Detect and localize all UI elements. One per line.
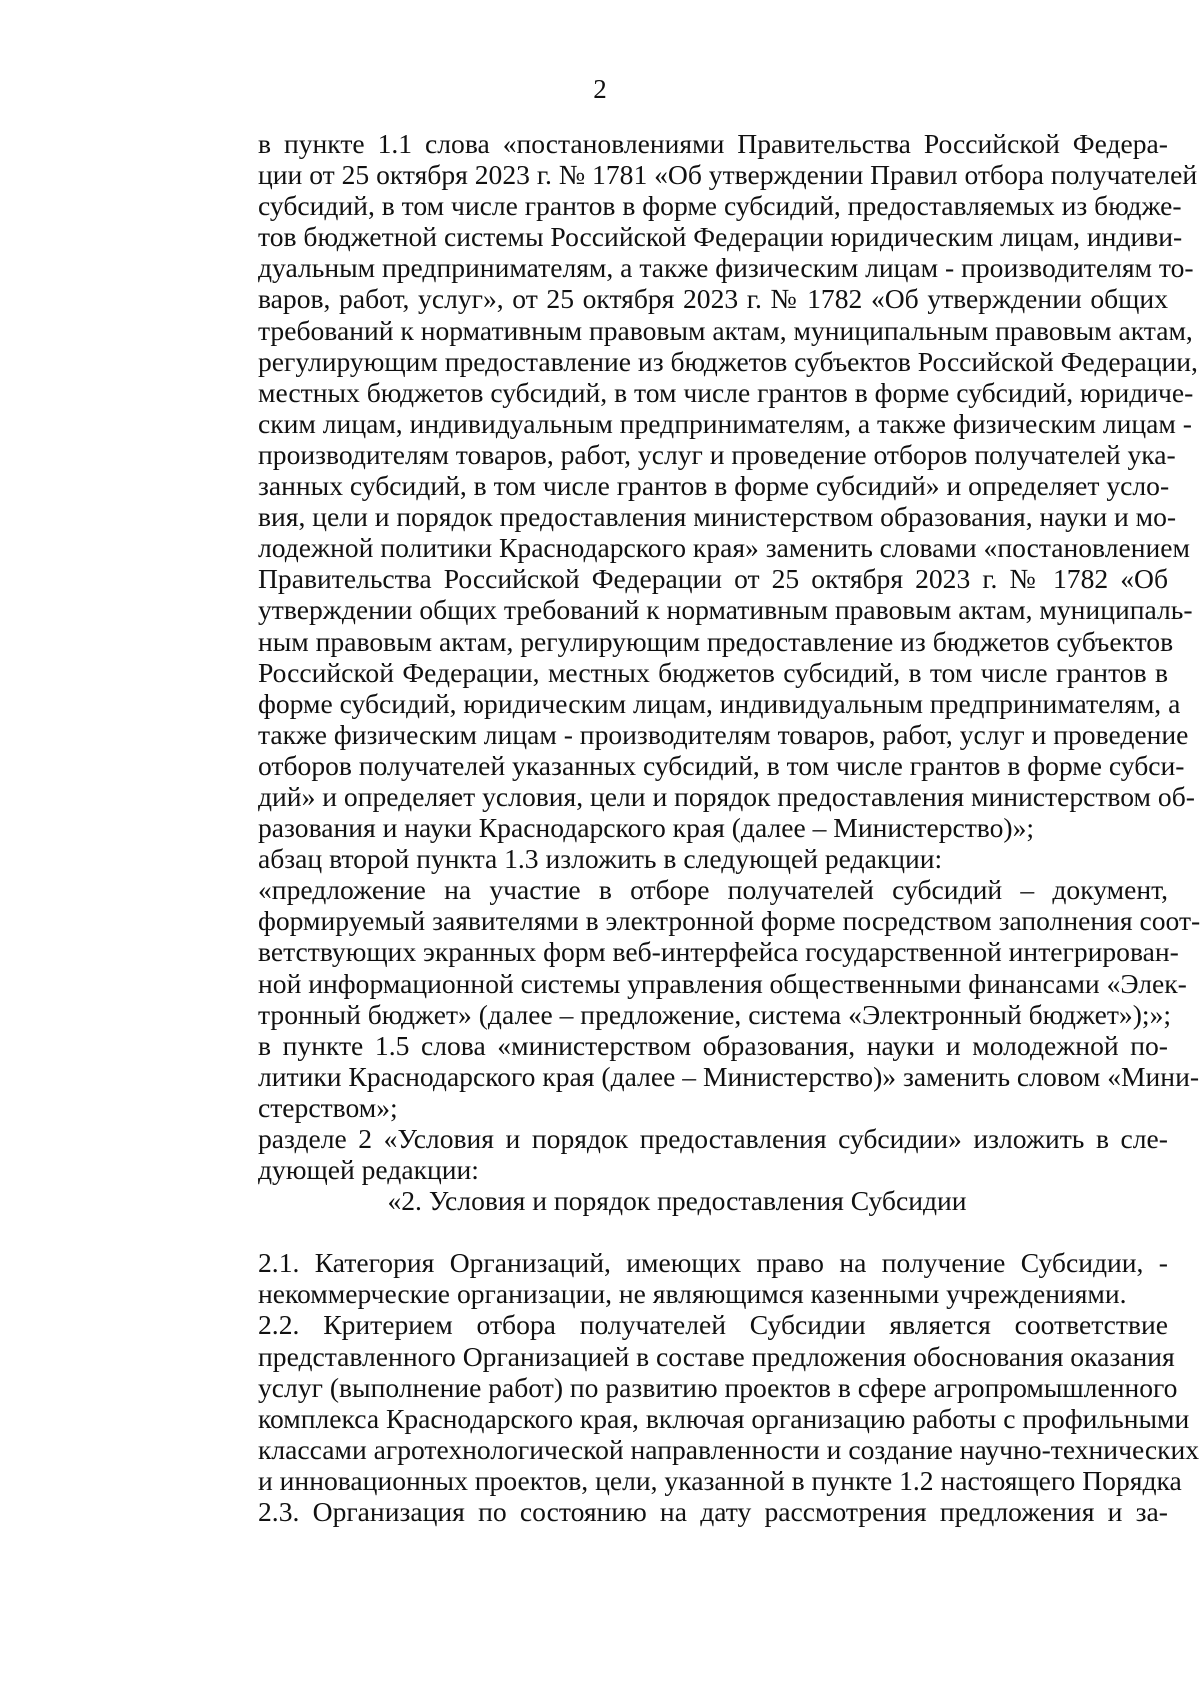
text-line: тронный бюджет» (далее – предложение, система «Электронный бюджет»);»; [258, 998, 1172, 1030]
text-line: классами агротехнологической направленности и создание научно-технических [258, 1433, 1200, 1465]
paragraph-amend-1-5 [186, 1029, 1200, 1123]
section-heading [186, 1185, 1168, 1216]
text-line: 2.2. Критерием отбора получателей Субсидии является соответствие [258, 1309, 1168, 1341]
text-line: разделе 2 «Условия и порядок предоставления субсидии» изложить в сле- [258, 1123, 1168, 1154]
text-line: стерством»; [258, 1091, 398, 1123]
text-line: ветствующих экранных форм веб-интерфейса государственной интегрирован- [258, 936, 1179, 968]
text-line: в пункте 1.5 слова «министерством образования, науки и молодежной по- [258, 1029, 1168, 1061]
text-line: ной информационной системы управления общественными финансами «Элек- [258, 967, 1187, 999]
paragraph-proposal-definition [186, 874, 1200, 1030]
text-line: представленного Организацией в составе предложения обоснования оказания [258, 1340, 1175, 1372]
text-line: разования и науки Краснодарского края (далее – Министерство)»; [258, 812, 1035, 844]
text-line: тов бюджетной системы Российской Федерации юридическим лицам, индиви- [258, 221, 1183, 253]
text-line: Российской Федерации, местных бюджетов субсидий, в том числе грантов в [258, 656, 1168, 688]
text-line: лодежной политики Краснодарского края» заменить словами «постановлением [258, 532, 1190, 564]
text-line: абзац второй пункта 1.3 изложить в следующей редакции: [258, 843, 943, 875]
text-line: и инновационных проектов, цели, указанной в пункте 1.2 настоящего Порядка [258, 1464, 1182, 1496]
paragraph-amend-1-3 [186, 843, 1168, 874]
paragraph-2-2 [186, 1309, 1200, 1496]
text-line: ным правовым актам, регулирующим предоставление из бюджетов субъектов [258, 625, 1174, 657]
text-line: литики Краснодарского края (далее – Министерство)» заменить словом «Мини- [258, 1060, 1200, 1092]
text-line: формируемый заявителями в электронной форме посредством заполнения соот- [258, 905, 1200, 937]
page-number: 2 [593, 74, 607, 104]
document-body [186, 128, 1200, 1528]
text-line: регулирующим предоставление из бюджетов субъектов Российской Федерации, [258, 345, 1198, 377]
paragraph-2-1 [186, 1247, 1168, 1309]
text-line: субсидий, в том числе грантов в форме субсидий, предоставляемых из бюдже- [258, 190, 1182, 222]
paragraph-2-3 [186, 1496, 1168, 1527]
section-heading-text: «2. Условия и порядок предоставления Субсидии [387, 1185, 967, 1217]
text-line: ции от 25 октября 2023 г. № 1781 «Об утверждении Правил отбора получателей [258, 159, 1198, 191]
text-line: вия, цели и порядок предоставления министерством образования, науки и мо- [258, 501, 1177, 533]
text-line: варов, работ, услуг», от 25 октября 2023 г. № 1782 «Об утверждении общих [258, 283, 1168, 315]
text-line: форме субсидий, юридическим лицам, индивидуальным предпринимателям, а [258, 687, 1181, 719]
text-line: Правительства Российской Федерации от 25 октября 2023 г. № 1782 «Об [258, 563, 1168, 595]
text-line: занных субсидий, в том числе грантов в форме субсидий» и определяет усло- [258, 470, 1170, 502]
paragraph-amend-section-2 [186, 1123, 1168, 1185]
text-line: утверждении общих требований к нормативным правовым актам, муниципаль- [258, 594, 1193, 626]
text-line: требований к нормативным правовым актам, муниципальным правовым актам, [258, 314, 1193, 346]
text-line: 2.1. Категория Организаций, имеющих право на получение Субсидии, - [258, 1247, 1168, 1279]
text-line: 2.3. Организация по состоянию на дату рассмотрения предложения и за- [258, 1496, 1168, 1528]
paragraph-amend-1-1 [186, 128, 1198, 844]
text-line: «предложение на участие в отборе получателей субсидий – документ, [258, 874, 1168, 906]
text-line: производителям товаров, работ, услуг и проведение отборов получателей ука- [258, 438, 1176, 470]
text-line: местных бюджетов субсидий, в том числе грантов в форме субсидий, юридиче- [258, 376, 1194, 408]
text-line: в пункте 1.1 слова «постановлениями Правительства Российской Федера- [258, 128, 1168, 159]
text-line: также физическим лицам - производителям товаров, работ, услуг и проведение [258, 718, 1189, 750]
text-line: дуальным предпринимателям, а также физическим лицам - производителям то- [258, 252, 1194, 284]
text-line: услуг (выполнение работ) по развитию проектов в сфере агропромышленного [258, 1371, 1178, 1403]
text-line: ским лицам, индивидуальным предпринимателям, а также физическим лицам - [258, 407, 1192, 439]
text-line: отборов получателей указанных субсидий, в том числе грантов в форме субси- [258, 749, 1185, 781]
text-line: некоммерческие организации, не являющимся казенными учреждениями. [258, 1278, 1127, 1310]
text-line: дующей редакции: [258, 1154, 479, 1186]
text-line: комплекса Краснодарского края, включая организацию работы с профильными [258, 1402, 1190, 1434]
text-line: дий» и определяет условия, цели и порядок предоставления министерством об- [258, 780, 1195, 812]
